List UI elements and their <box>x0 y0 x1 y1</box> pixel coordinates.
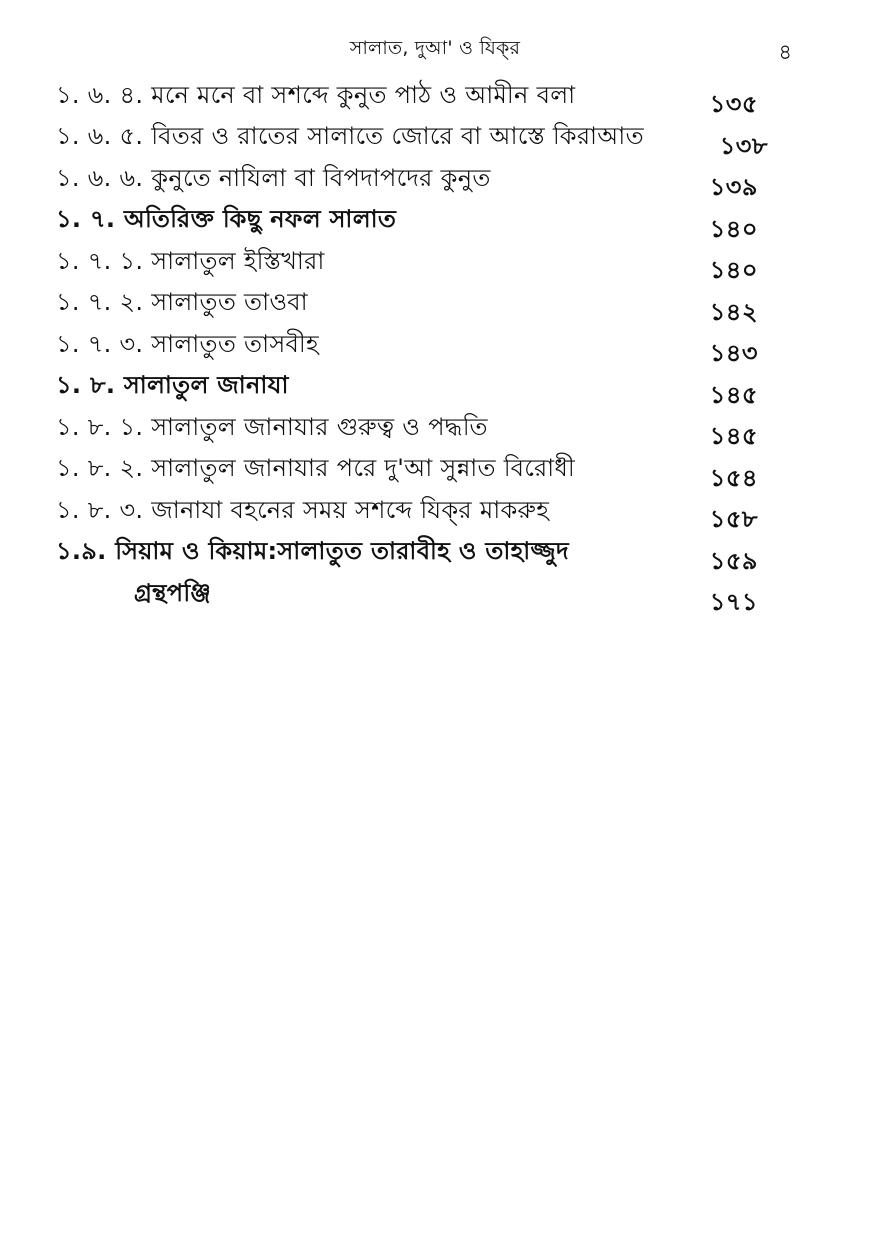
toc-section-row <box>56 533 776 575</box>
toc-entry-page: ১৪৩ <box>709 339 758 367</box>
running-header <box>0 30 870 64</box>
toc-entry-label: ১. ৭. ৩. সালাতুত তাসবীহ <box>56 329 319 358</box>
toc-entry-label: ১. ৮. ২. সালাতুল জানাযার পরে দু'আ সুন্নাত বিরোধী <box>56 454 576 483</box>
toc-bibliography-label: গ্রন্থপঞ্জি <box>134 578 212 607</box>
toc-entry-page: ১৭১ <box>709 588 758 616</box>
toc-entry-label: ১. ৮. ১. সালাতুল জানাযার গুরুত্ব ও পদ্ধতি <box>56 412 488 441</box>
toc-entry-label: ১. ৮. ৩. জানাযা বহনের সময় সশব্দে যিক্‌র মাকরুহ <box>56 495 550 524</box>
toc-entry-page: ১৩৮ <box>719 131 768 160</box>
toc-entry-page: ১৩৫ <box>709 90 758 118</box>
toc-entry-label: ১. ৬. ৪. মনে মনে বা সশব্দে কুনুত পাঠ ও আমীন বলা <box>56 80 576 109</box>
toc-entry-page: ১৪০ <box>709 256 758 284</box>
toc-row <box>56 118 776 160</box>
toc-entry-label: ১. ৬. ৫. বিতর ও রাতের সালাতে জোরে বা আস্তে কিরাআত <box>56 122 644 151</box>
toc-row <box>56 159 776 201</box>
toc-section-label: ১.৯. সিয়াম ও কিয়াম:সালাতুত তারাবীহ ও তাহাজ্জুদ <box>56 537 569 566</box>
toc-entry-page: ১৫৮ <box>709 505 758 533</box>
running-title: সালাত, দুআ' ও যিক্‌র <box>349 37 521 59</box>
toc-row <box>56 325 776 367</box>
toc-entry-page: ১৫৪ <box>709 463 758 492</box>
toc-row <box>56 284 776 326</box>
toc-section-row <box>56 201 776 243</box>
toc-entry-page: ১৪৫ <box>709 422 758 450</box>
toc-row <box>56 76 776 118</box>
toc-section-label: ১. ৭. অতিরিক্ত কিছু নফল সালাত <box>56 205 397 234</box>
toc-section-row <box>56 367 776 409</box>
table-of-contents <box>56 76 776 616</box>
toc-row <box>56 450 776 492</box>
toc-row <box>56 408 776 450</box>
toc-entry-page: ১৪০ <box>709 214 758 243</box>
toc-entry-label: ১. ৭. ১. সালাতুল ইস্তিখারা <box>56 246 325 275</box>
toc-row <box>56 242 776 284</box>
toc-entry-page: ১৪৫ <box>709 380 758 409</box>
toc-entry-page: ১৪২ <box>709 297 758 326</box>
toc-row <box>56 491 776 533</box>
toc-section-label: ১. ৮. সালাতুল জানাযা <box>56 371 289 400</box>
toc-entry-label: ১. ৭. ২. সালাতুত তাওবা <box>56 288 308 317</box>
toc-bibliography-row <box>56 574 776 616</box>
toc-entry-page: ১৫৯ <box>709 546 758 575</box>
page-number: ৪ <box>778 40 792 64</box>
toc-entry-page: ১৩৯ <box>709 173 758 201</box>
toc-entry-label: ১. ৬. ৬. কুনুতে নাযিলা বা বিপদাপদের কুনুত <box>56 163 491 192</box>
